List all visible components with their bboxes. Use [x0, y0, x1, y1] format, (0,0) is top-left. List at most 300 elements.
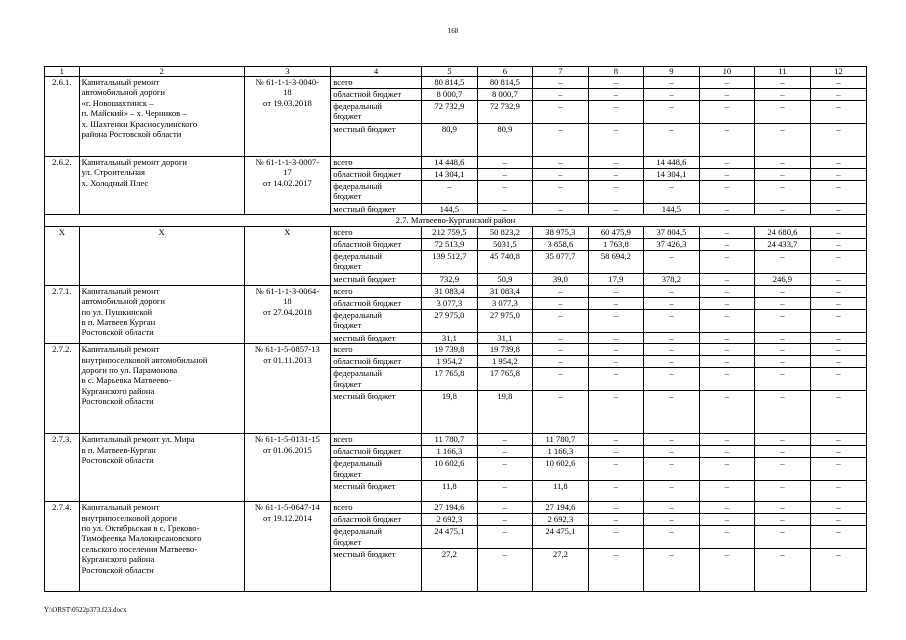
value-cell: – [699, 181, 754, 204]
value-cell: – [643, 250, 699, 273]
cell-line: бюджет [333, 320, 362, 331]
object-name-cell [79, 226, 244, 285]
header-cell: 8 [588, 67, 643, 77]
value-cell: 58 694,2 [588, 250, 643, 273]
value-cell: – [643, 502, 699, 514]
cell-line: местный бюджет [333, 332, 396, 343]
value-cell: 3 077,3 [421, 297, 477, 309]
cell-line: № 61-1-1-3-0064- [255, 285, 320, 296]
cell-line: всего [333, 344, 353, 355]
value-cell: – [588, 458, 643, 481]
value-cell: – [699, 502, 754, 514]
page-number: 168 [447, 27, 459, 35]
value-cell: – [588, 481, 643, 502]
budget-source-cell [331, 297, 422, 309]
value-cell: – [588, 526, 643, 549]
object-name-cell [79, 77, 244, 157]
value-cell: – [532, 157, 588, 169]
value-cell: 72 732,9 [477, 101, 532, 124]
value-cell: 19,8 [421, 391, 477, 434]
cell-line: в п. Матвеев-Курган [81, 444, 156, 455]
cell-line: областной бюджет [333, 356, 402, 367]
cell-line: от 19.12.2014 [263, 512, 312, 523]
value-cell: – [754, 332, 810, 343]
value-cell: – [754, 77, 810, 89]
value-cell: 24 433,7 [754, 238, 810, 250]
value-cell: – [810, 526, 866, 549]
value-cell: – [699, 458, 754, 481]
cell-line: от 19.03.2018 [263, 97, 312, 108]
value-cell: 31,1 [421, 332, 477, 343]
value-cell: 1 954,2 [477, 356, 532, 368]
cell-line: областной бюджет [333, 297, 402, 308]
value-cell: – [643, 368, 699, 391]
value-cell: – [699, 226, 754, 238]
cell-line: местный бюджет [333, 549, 396, 560]
cell-line: областной бюджет [333, 169, 402, 179]
value-cell: – [643, 434, 699, 446]
cell-line: дороги по ул. Парамонова [81, 365, 178, 376]
value-cell: – [810, 285, 866, 297]
header-cell: 12 [810, 67, 866, 77]
cell-line: 17 [283, 167, 292, 178]
value-cell: 3 858,6 [532, 238, 588, 250]
cell-line: Курганского района [81, 385, 155, 396]
cell-line: федеральный [333, 250, 383, 261]
header-cell: 11 [754, 67, 810, 77]
value-cell: 27 194,6 [532, 502, 588, 514]
value-cell: – [532, 181, 588, 204]
value-cell: – [477, 204, 532, 215]
value-cell: – [588, 157, 643, 169]
value-cell: – [754, 101, 810, 124]
value-cell: – [643, 124, 699, 157]
budget-source-cell [331, 238, 422, 250]
value-cell: 50,9 [477, 273, 532, 285]
value-cell: – [810, 458, 866, 481]
value-cell: – [754, 169, 810, 181]
value-cell: 60 475,9 [588, 226, 643, 238]
value-cell: – [754, 157, 810, 169]
value-cell: 11 780,7 [421, 434, 477, 446]
value-cell: 144,5 [643, 204, 699, 215]
value-cell: 27,2 [421, 549, 477, 592]
budget-source-cell [331, 101, 422, 124]
value-cell: – [810, 309, 866, 332]
cell-line: автомобильной дороги [81, 87, 166, 98]
header-cell: 7 [532, 67, 588, 77]
cell-line: Капитальный ремонт [81, 77, 160, 87]
value-cell: – [754, 309, 810, 332]
value-cell: 246,9 [754, 273, 810, 285]
cell-line: бюджет [333, 536, 362, 547]
header-cell: 5 [421, 67, 477, 77]
value-cell: – [588, 181, 643, 204]
table-row [45, 502, 867, 514]
cell-line: федеральный [333, 526, 383, 537]
value-cell: 27 194,6 [421, 502, 477, 514]
value-cell: – [477, 549, 532, 592]
value-cell: – [477, 446, 532, 458]
row-number: 2.7.4. [52, 502, 72, 513]
value-cell: – [532, 169, 588, 181]
section-title-cell: 2.7. Матвеево-Курганский район [45, 215, 867, 226]
header-cell: 9 [643, 67, 699, 77]
value-cell: – [810, 514, 866, 526]
cell-line: бюджет [333, 191, 362, 202]
cell-line: местный бюджет [333, 273, 396, 284]
row-number-cell [45, 344, 80, 434]
cell-line: всего [333, 434, 353, 445]
document-cell [244, 77, 331, 157]
value-cell: – [699, 101, 754, 124]
value-cell: – [754, 514, 810, 526]
cell-line: областной бюджет [333, 514, 402, 525]
value-cell: – [643, 297, 699, 309]
value-cell: 27 975,0 [421, 309, 477, 332]
cell-line: № 61-1-5-0857-13 [255, 344, 320, 355]
value-cell: 1 763,8 [588, 238, 643, 250]
value-cell: – [699, 434, 754, 446]
value-cell: 37 804,5 [643, 226, 699, 238]
cell-line: Х [158, 226, 165, 237]
value-cell: – [699, 481, 754, 502]
cell-line: бюджет [333, 111, 362, 122]
value-cell: – [477, 157, 532, 169]
row-number-cell [45, 157, 80, 215]
value-cell: 27 975,0 [477, 309, 532, 332]
section-row [45, 215, 867, 226]
value-cell: – [421, 181, 477, 204]
value-cell: 72 732,9 [421, 101, 477, 124]
row-number: 2.6.1. [52, 77, 72, 87]
header-cell: 2 [79, 67, 244, 77]
value-cell: – [588, 344, 643, 356]
row-number-cell [45, 434, 80, 502]
value-cell: 17 765,8 [477, 368, 532, 391]
value-cell: – [754, 344, 810, 356]
object-name-cell [79, 502, 244, 592]
document-cell [244, 502, 331, 592]
budget-source-cell [331, 89, 422, 101]
table-row [45, 344, 867, 356]
value-cell: 10 602,6 [532, 458, 588, 481]
value-cell: – [699, 549, 754, 592]
value-cell: 14 304,1 [643, 169, 699, 181]
cell-line: Капитальный ремонт дороги [81, 157, 187, 167]
value-cell: 10 602,6 [421, 458, 477, 481]
value-cell: – [810, 481, 866, 502]
value-cell: – [532, 356, 588, 368]
value-cell: 31,1 [477, 332, 532, 343]
value-cell: – [810, 356, 866, 368]
value-cell: – [810, 332, 866, 343]
value-cell: 19,8 [477, 391, 532, 434]
value-cell: – [754, 446, 810, 458]
table-row [45, 285, 867, 297]
cell-line: всего [333, 226, 353, 237]
cell-line: № 61-1-5-0131-15 [255, 434, 320, 445]
cell-line: федеральный [333, 181, 383, 191]
value-cell: 35 077,7 [532, 250, 588, 273]
value-cell: 14 448,6 [421, 157, 477, 169]
cell-line: Ростовской области [81, 396, 154, 407]
value-cell: – [588, 391, 643, 434]
value-cell: – [532, 391, 588, 434]
value-cell: – [699, 297, 754, 309]
object-name-cell [79, 157, 244, 215]
value-cell: 24 475,1 [421, 526, 477, 549]
cell-line: федеральный [333, 368, 383, 379]
value-cell: – [754, 250, 810, 273]
document-cell [244, 434, 331, 502]
value-cell: 732,9 [421, 273, 477, 285]
budget-source-cell [331, 344, 422, 356]
value-cell: – [643, 101, 699, 124]
value-cell: – [810, 101, 866, 124]
value-cell: 19 739,8 [421, 344, 477, 356]
value-cell: – [699, 204, 754, 215]
cell-line: 18 [283, 87, 292, 98]
cell-line: бюджет [333, 468, 362, 479]
cell-line: внутрипоселковой автомобильной [81, 354, 208, 365]
value-cell: – [810, 77, 866, 89]
value-cell: 5031,5 [477, 238, 532, 250]
cell-line: № 61-1-1-3-0007- [255, 157, 320, 167]
object-name-cell [79, 344, 244, 434]
cell-line: Тимофеевка Малокирсановского [81, 533, 202, 544]
value-cell: 37 426,3 [643, 238, 699, 250]
value-cell: – [477, 514, 532, 526]
value-cell: – [810, 124, 866, 157]
value-cell: – [754, 481, 810, 502]
value-cell: – [754, 391, 810, 434]
value-cell: – [810, 344, 866, 356]
cell-line: внутрипоселковой дороги [81, 512, 177, 523]
budget-table [44, 66, 867, 592]
budget-source-cell [331, 502, 422, 514]
value-cell: – [643, 356, 699, 368]
value-cell: – [588, 101, 643, 124]
budget-source-cell [331, 226, 422, 238]
table-row [45, 434, 867, 446]
value-cell: – [588, 514, 643, 526]
value-cell: 31 083,4 [421, 285, 477, 297]
cell-line: сельского поселения Матвеево- [81, 543, 198, 554]
value-cell: – [643, 332, 699, 343]
value-cell: – [588, 549, 643, 592]
value-cell: 2 692,3 [532, 514, 588, 526]
value-cell: – [643, 89, 699, 101]
value-cell: – [643, 391, 699, 434]
budget-source-cell [331, 204, 422, 215]
cell-line: федеральный [333, 309, 383, 320]
budget-source-cell [331, 285, 422, 297]
value-cell: – [588, 368, 643, 391]
value-cell: – [699, 285, 754, 297]
value-cell: – [532, 285, 588, 297]
value-cell: – [810, 446, 866, 458]
cell-line: всего [333, 77, 353, 87]
row-number: 2.7.3. [52, 434, 72, 445]
value-cell: – [699, 273, 754, 285]
value-cell: 17,9 [588, 273, 643, 285]
value-cell: – [699, 124, 754, 157]
document-cell [244, 344, 331, 434]
value-cell: – [754, 526, 810, 549]
value-cell: – [810, 250, 866, 273]
cell-line: 18 [283, 296, 292, 307]
value-cell: 2 692,3 [421, 514, 477, 526]
cell-line: всего [333, 285, 353, 296]
cell-line: п. Майский» – х. Черников – [81, 108, 187, 119]
value-cell: – [588, 204, 643, 215]
object-name-cell [79, 434, 244, 502]
cell-line: района Ростовской области [81, 129, 182, 140]
value-cell: – [477, 169, 532, 181]
value-cell: – [699, 391, 754, 434]
cell-line: Курганского района [81, 554, 155, 565]
value-cell: 144,5 [421, 204, 477, 215]
value-cell: – [810, 181, 866, 204]
cell-line: Х [284, 226, 291, 237]
cell-line: всего [333, 157, 353, 167]
value-cell: – [477, 481, 532, 502]
row-number: 2.7.2. [52, 344, 72, 355]
value-cell: 1 166,3 [532, 446, 588, 458]
cell-line: местный бюджет [333, 391, 396, 402]
value-cell: – [754, 549, 810, 592]
cell-line: в с. Марьевка Матвеево- [81, 375, 172, 386]
cell-line: областной бюджет [333, 446, 402, 457]
budget-source-cell [331, 309, 422, 332]
budget-source-cell [331, 332, 422, 343]
row-number: 2.7.1. [52, 285, 72, 296]
value-cell: 14 448,6 [643, 157, 699, 169]
value-cell: 38 975,3 [532, 226, 588, 238]
row-number-cell [45, 226, 80, 285]
cell-line: ул. Строительная [81, 167, 145, 178]
value-cell: 39,0 [532, 273, 588, 285]
budget-source-cell [331, 181, 422, 204]
header-cell: 6 [477, 67, 532, 77]
row-number-cell [45, 502, 80, 592]
value-cell: – [754, 502, 810, 514]
budget-source-cell [331, 481, 422, 502]
value-cell: – [643, 458, 699, 481]
value-cell: – [699, 332, 754, 343]
value-cell: 24 475,1 [532, 526, 588, 549]
value-cell: 80,9 [421, 124, 477, 157]
budget-source-cell [331, 549, 422, 592]
value-cell: – [532, 204, 588, 215]
value-cell: – [588, 434, 643, 446]
value-cell: 8 000,7 [477, 89, 532, 101]
value-cell: – [810, 297, 866, 309]
value-cell: – [643, 77, 699, 89]
table-header-row [45, 67, 867, 77]
table-row [45, 226, 867, 238]
cell-line: Капитальный ремонт [81, 502, 160, 513]
value-cell: – [588, 169, 643, 181]
cell-line: федеральный [333, 458, 383, 469]
value-cell: – [810, 368, 866, 391]
object-name-cell [79, 285, 244, 343]
value-cell: 17 765,8 [421, 368, 477, 391]
value-cell: – [810, 391, 866, 434]
document-cell [244, 226, 331, 285]
value-cell: – [477, 181, 532, 204]
value-cell: – [754, 204, 810, 215]
cell-line: всего [333, 502, 353, 513]
value-cell: – [810, 273, 866, 285]
value-cell: – [643, 309, 699, 332]
value-cell: – [532, 101, 588, 124]
value-cell: – [643, 481, 699, 502]
budget-source-cell [331, 446, 422, 458]
value-cell: 139 512,7 [421, 250, 477, 273]
value-cell: 24 680,6 [754, 226, 810, 238]
value-cell: – [699, 309, 754, 332]
value-cell: – [588, 446, 643, 458]
value-cell: – [810, 157, 866, 169]
value-cell: – [588, 502, 643, 514]
value-cell: – [532, 309, 588, 332]
cell-line: автомобильной дороги [81, 296, 166, 307]
cell-line: по ул. Октябрьская в с. Греково- [81, 523, 200, 534]
cell-line: местный бюджет [333, 204, 396, 214]
value-cell: – [810, 238, 866, 250]
table-row [45, 157, 867, 169]
value-cell: – [643, 514, 699, 526]
header-cell: 1 [45, 67, 80, 77]
value-cell: – [699, 250, 754, 273]
value-cell: – [699, 344, 754, 356]
cell-line: Капитальный ремонт ул. Мира [81, 434, 195, 445]
budget-source-cell [331, 169, 422, 181]
value-cell: – [477, 458, 532, 481]
cell-line: № 61-1-5-0647-14 [255, 502, 320, 513]
value-cell: – [754, 434, 810, 446]
value-cell: – [810, 204, 866, 215]
value-cell: – [588, 309, 643, 332]
cell-line: областной бюджет [333, 89, 402, 99]
value-cell: – [588, 297, 643, 309]
value-cell: – [754, 458, 810, 481]
value-cell: 80,9 [477, 124, 532, 157]
cell-line: местный бюджет [333, 124, 396, 134]
document-cell [244, 157, 331, 215]
table-row [45, 77, 867, 89]
value-cell: 14 304,1 [421, 169, 477, 181]
value-cell: 212 759,5 [421, 226, 477, 238]
cell-line: от 27.04.2018 [263, 306, 312, 317]
cell-line: «г. Новошахтинск – [81, 97, 154, 108]
cell-line: х. Холодный Плес [81, 177, 149, 188]
value-cell: – [532, 297, 588, 309]
value-cell: – [699, 238, 754, 250]
value-cell: – [699, 77, 754, 89]
budget-source-cell [331, 434, 422, 446]
value-cell: – [532, 89, 588, 101]
budget-source-cell [331, 273, 422, 285]
footer-file-path: Y:\ORST\0522p373.f23.docx [44, 606, 127, 614]
value-cell: – [754, 285, 810, 297]
value-cell: – [643, 181, 699, 204]
budget-source-cell [331, 77, 422, 89]
value-cell: – [588, 356, 643, 368]
budget-source-cell [331, 157, 422, 169]
